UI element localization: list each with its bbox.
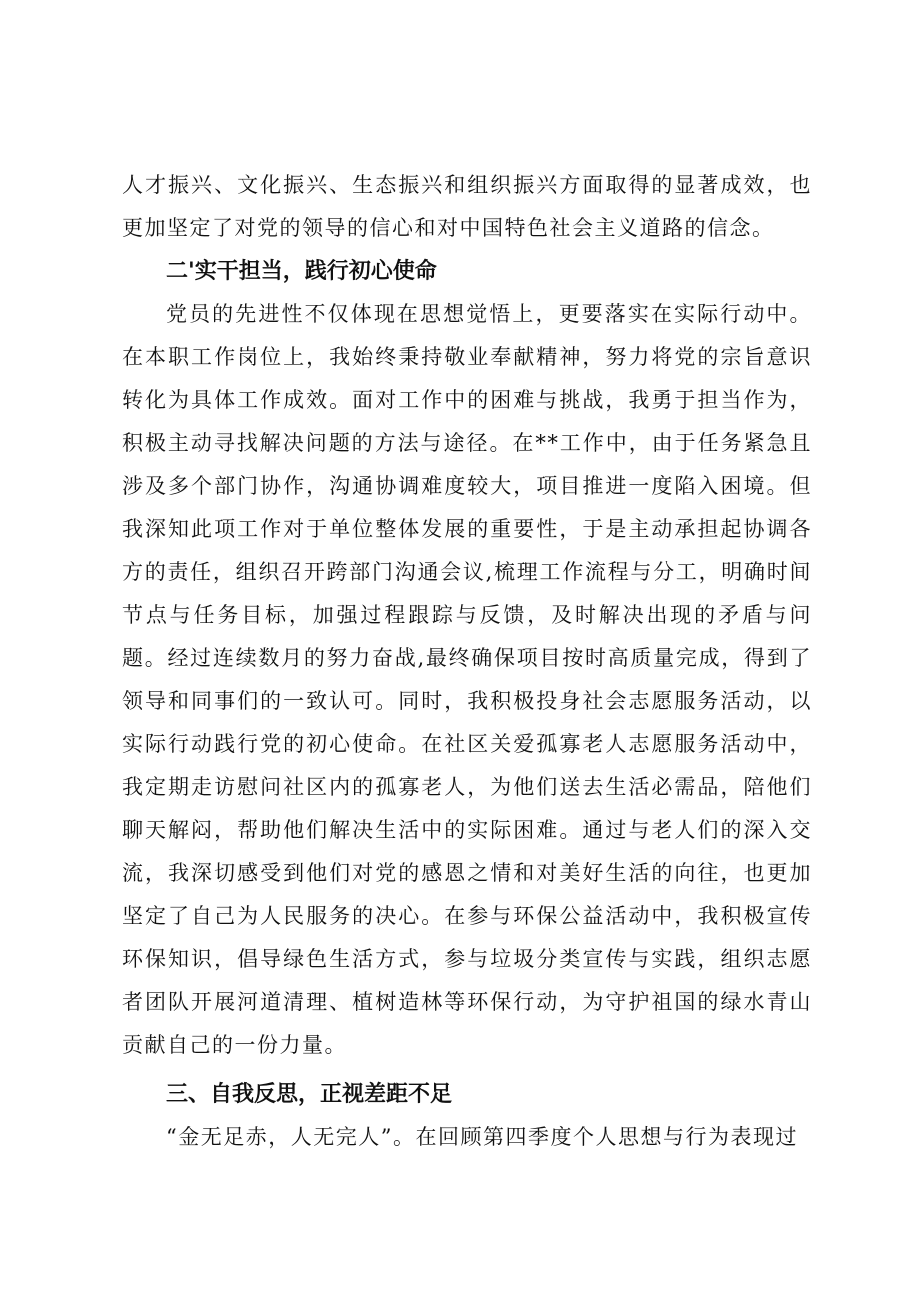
paragraph-intro: 人才振兴、文化振兴、生态振兴和组织振兴方面取得的显著成效，也更加坚定了对党的领导的信心和对中国特色社会主义道路的信念。 xyxy=(122,173,812,240)
paragraph-section-2: 党员的先进性不仅体现在思想觉悟上，更要落实在实际行动中。在本职工作岗位上，我始终秉持敬业奉献精神，努力将党的宗旨意识转化为具体工作成效。面对工作中的困难与挑战，我勇于担当作为，积极主动寻找解决问题的方法与途径。在**工作中，由于任务紧急且涉及多个部门协作，沟通协调难度较大，项目推进一度陷入困境。但我深知此项工作对于单位整体发展的重要性，于是主动承担起协调各方的责任，组织召开跨部门沟通会议,梳理工作流程与分工，明确时间节点与任务目标，加强过程跟踪与反馈，及时解决出现的矛盾与问题。经过连续数月的努力奋战,最终确保项目按时高质量完成，得到了领导和同事们的一致认可。同时，我积极投身社会志愿服务活动，以实际行动践行党的初心使命。在社区关爱孤寡老人志愿服务活动中，我定期走访慰问社区内的孤寡老人，为他们送去生活必需品，陪他们聊天解闷，帮助他们解决生活中的实际困难。通过与老人们的深入交流，我深切感受到他们对党的感恩之情和对美好生活的向往，也更加坚定了自己为人民服务的决心。在参与环保公益活动中，我积极宣传环保知识，倡导绿色生活方式，参与垃圾分类宣传与实践，组织志愿者团队开展河道清理、植树造林等环保行动，为守护祖国的绿水青山贡献自己的一份力量。 xyxy=(122,302,812,1057)
section-heading-3: 三、自我反思，正视差距不足 xyxy=(166,1082,453,1107)
document-body xyxy=(122,164,812,1159)
section-heading-2: 二'实干担当，践行初心使命 xyxy=(166,259,437,284)
paragraph-section-3: “金无足赤，人无完人”。在回顾第四季度个人思想与行为表现过 xyxy=(166,1125,798,1149)
